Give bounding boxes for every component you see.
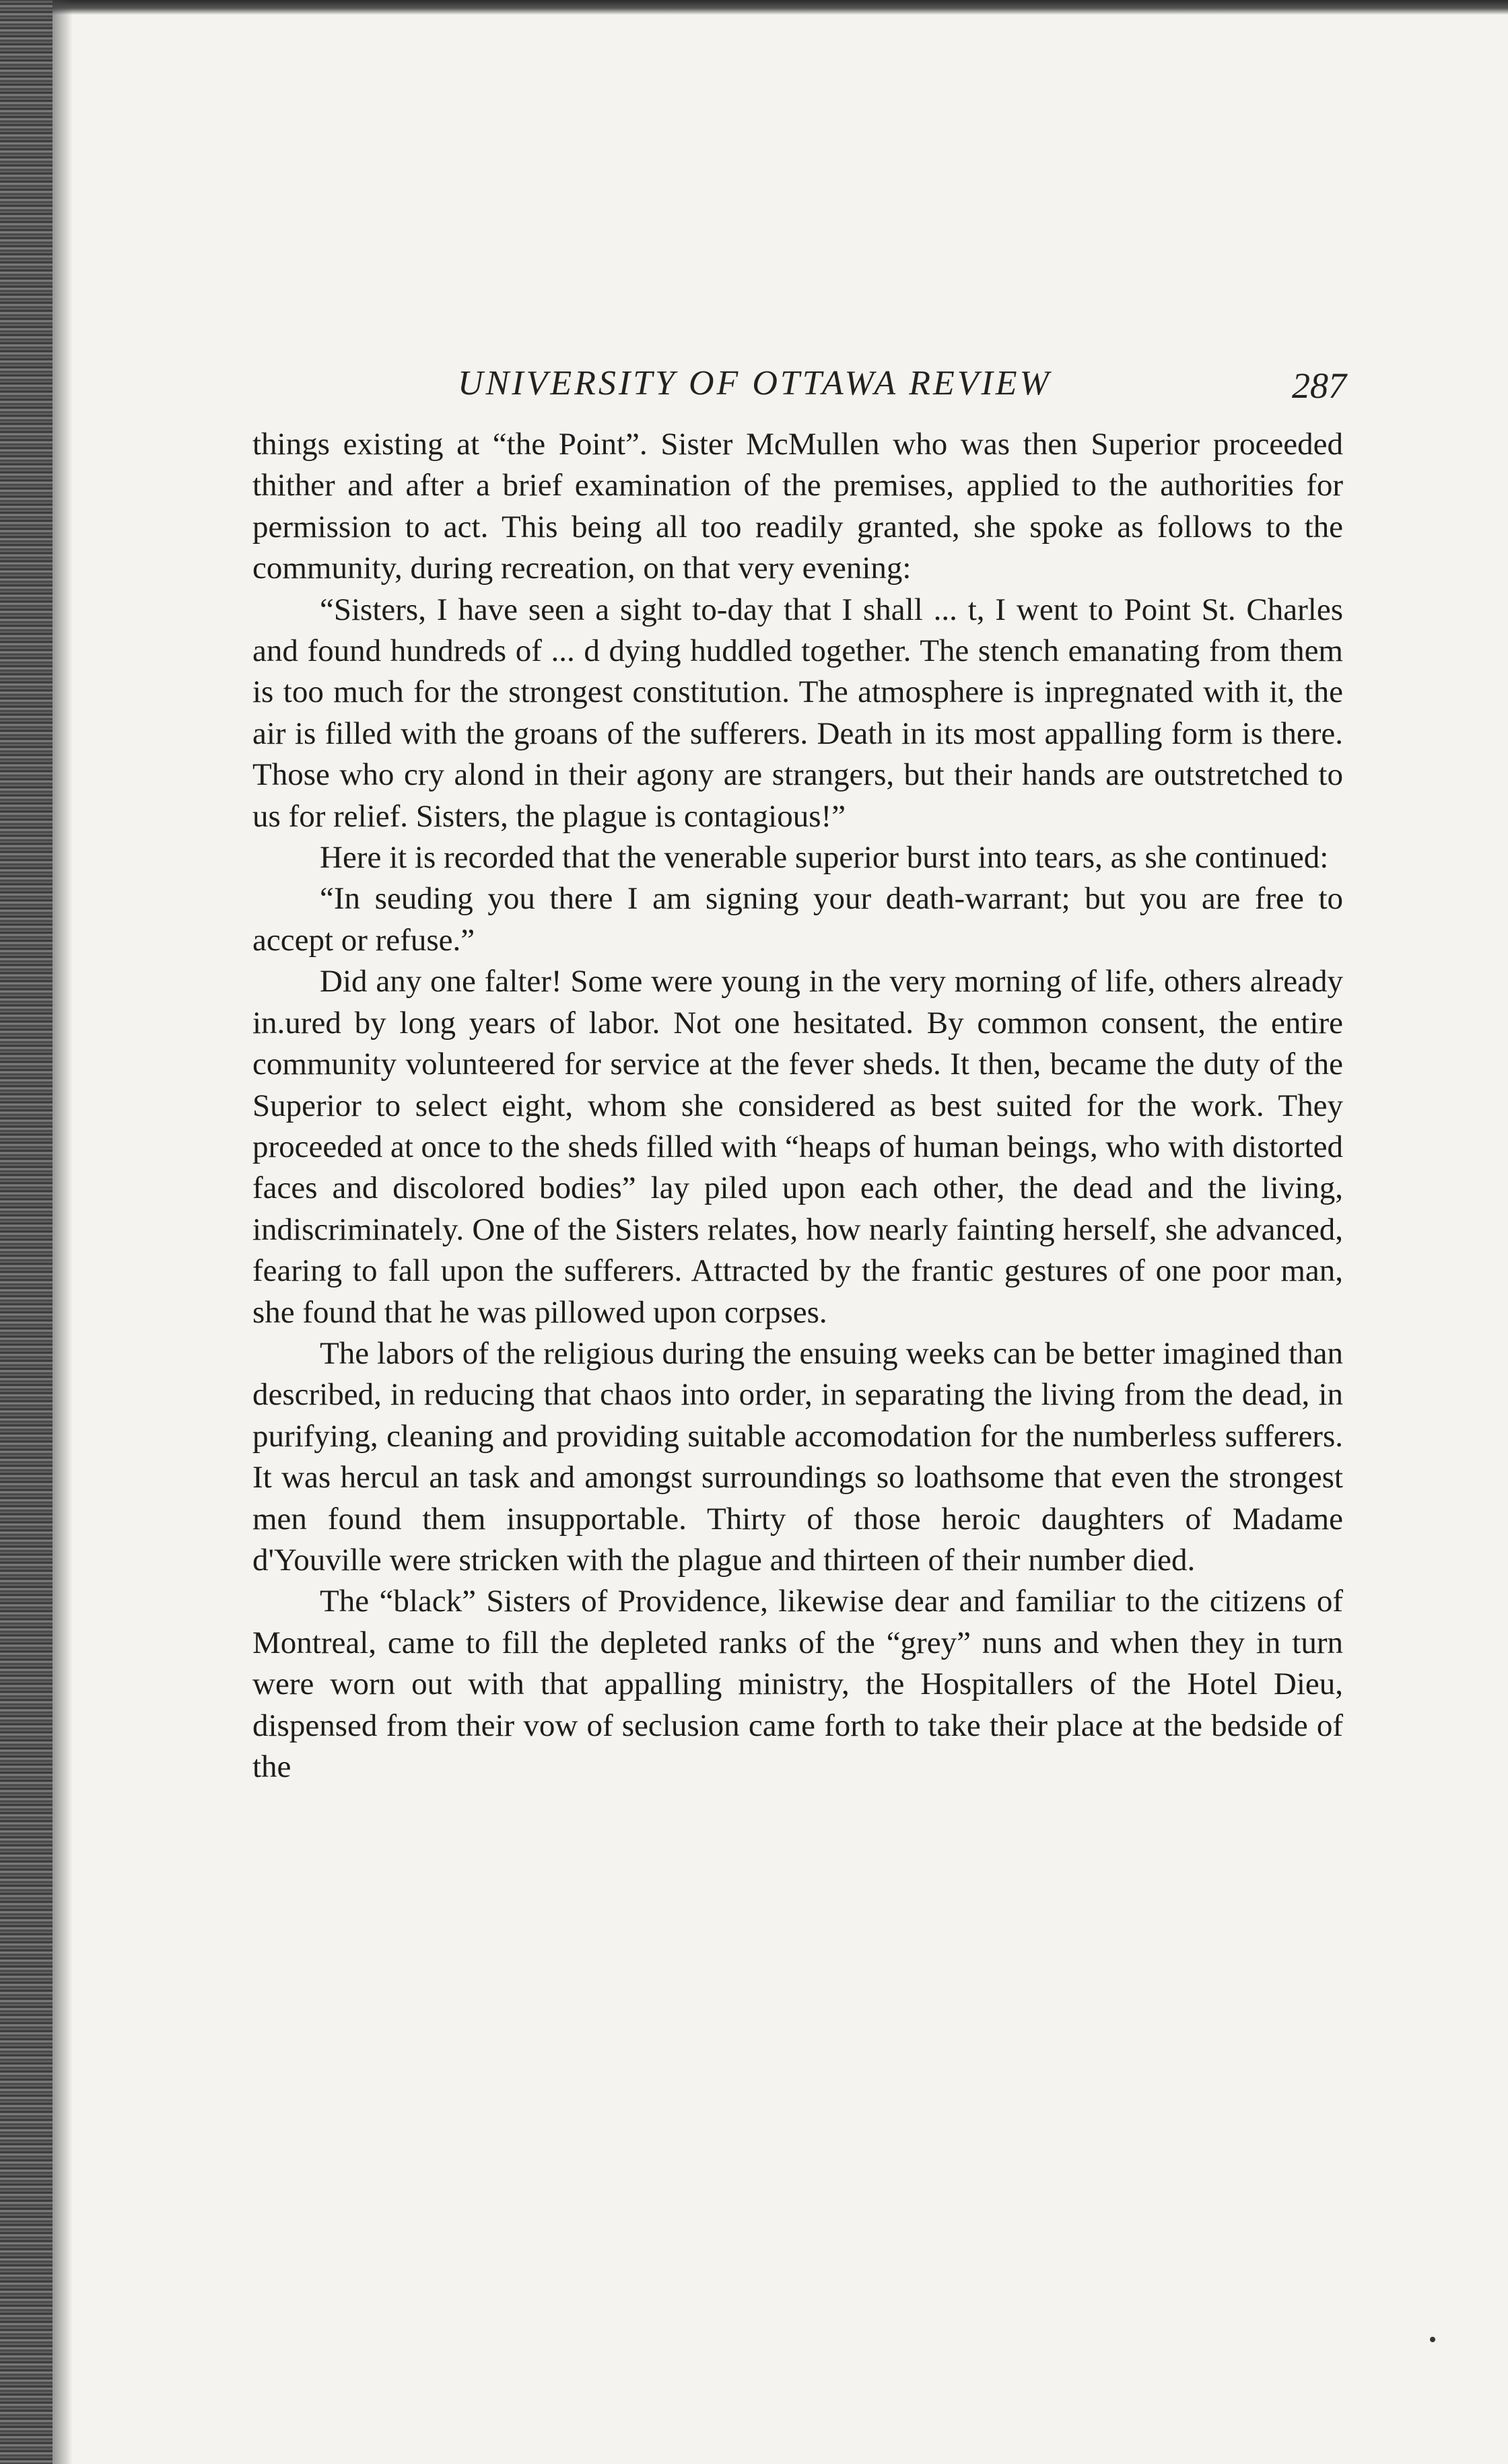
running-head xyxy=(256,363,1373,417)
paragraph-1: things existing at “the Point”. Sister McMullen who was then Superior proceeded thither and after a brief examination of the premises, applied to the authorities for permission to act. This being all too readily granted, she spoke as follows to the community, during recreation, on that very evening: xyxy=(252,427,1343,586)
scan-spine-edge xyxy=(0,0,53,2464)
running-title: UNIVERSITY OF OTTAWA REVIEW xyxy=(458,364,1052,402)
paragraph-5: Did any one falter! Some were young in the very morning of life, others already in.ured by long years of labor. Not one hesitated. By common consent, the entire community volunteered for service at the fever sheds. It then, became the duty of the Superior to select eight, whom she considered as best suited for the work. They proceeded at once to the sheds filled with “heaps of human beings, who with distorted faces and discolored bodies” lay piled upon each other, the dead and the living, indiscriminately. One of the Sisters relates, how nearly fainting herself, she advanced, fearing to fall upon the sufferers. Attracted by the frantic gestures of one poor man, she found that he was pillowed upon corpses. xyxy=(252,964,1343,1330)
paragraph-4: “In seuding you there I am signing your death-warrant; but you are free to accept or refuse.” xyxy=(252,881,1343,958)
paragraph-6: The labors of the religious during the ensuing weeks can be better imagined than described, in reducing that chaos into order, in separating the living from the dead, in purifying, cleaning and providing suitable accomodation for the numberless sufferers. It was hercul an task and amongst surroundings so loathsome that even the strongest men found them insupportable. Thirty of those heroic daughters of Madame d'Youville were stricken with the plague and thirteen of their number died. xyxy=(252,1335,1343,1578)
page-number: 287 xyxy=(1292,365,1346,406)
paragraph-2: “Sisters, I have seen a sight to-day that I shall ... t, I went to Point St. Charles and found hundreds of ... d dying huddled together. The stench emanating from them is too much for the strongest constitution. The atmosphere is inpregnated with it, the air is filled with the groans of the sufferers. Death in its most appalling form is there. Those who cry alond in their agony are strangers, but their hands are outstretched to us for relief. Sisters, the plague is contagious!” xyxy=(252,592,1343,834)
paragraph-7: The “black” Sisters of Providence, likewise dear and familiar to the citizens of Montreal, came to fill the depleted ranks of the “grey” nuns and when they in turn were worn out with that appalling ministry, the Hospitallers of the Hotel Dieu, dispensed from their vow of seclusion came forth to take their place at the bedside of the xyxy=(252,1584,1343,1784)
scan-top-edge xyxy=(0,0,1508,15)
paragraph-3: Here it is recorded that the venerable superior burst into tears, as she continued: xyxy=(320,840,1329,876)
body-text xyxy=(252,424,1343,1788)
ink-speck xyxy=(1430,2337,1435,2342)
scan-spine-shadow xyxy=(53,0,73,2464)
